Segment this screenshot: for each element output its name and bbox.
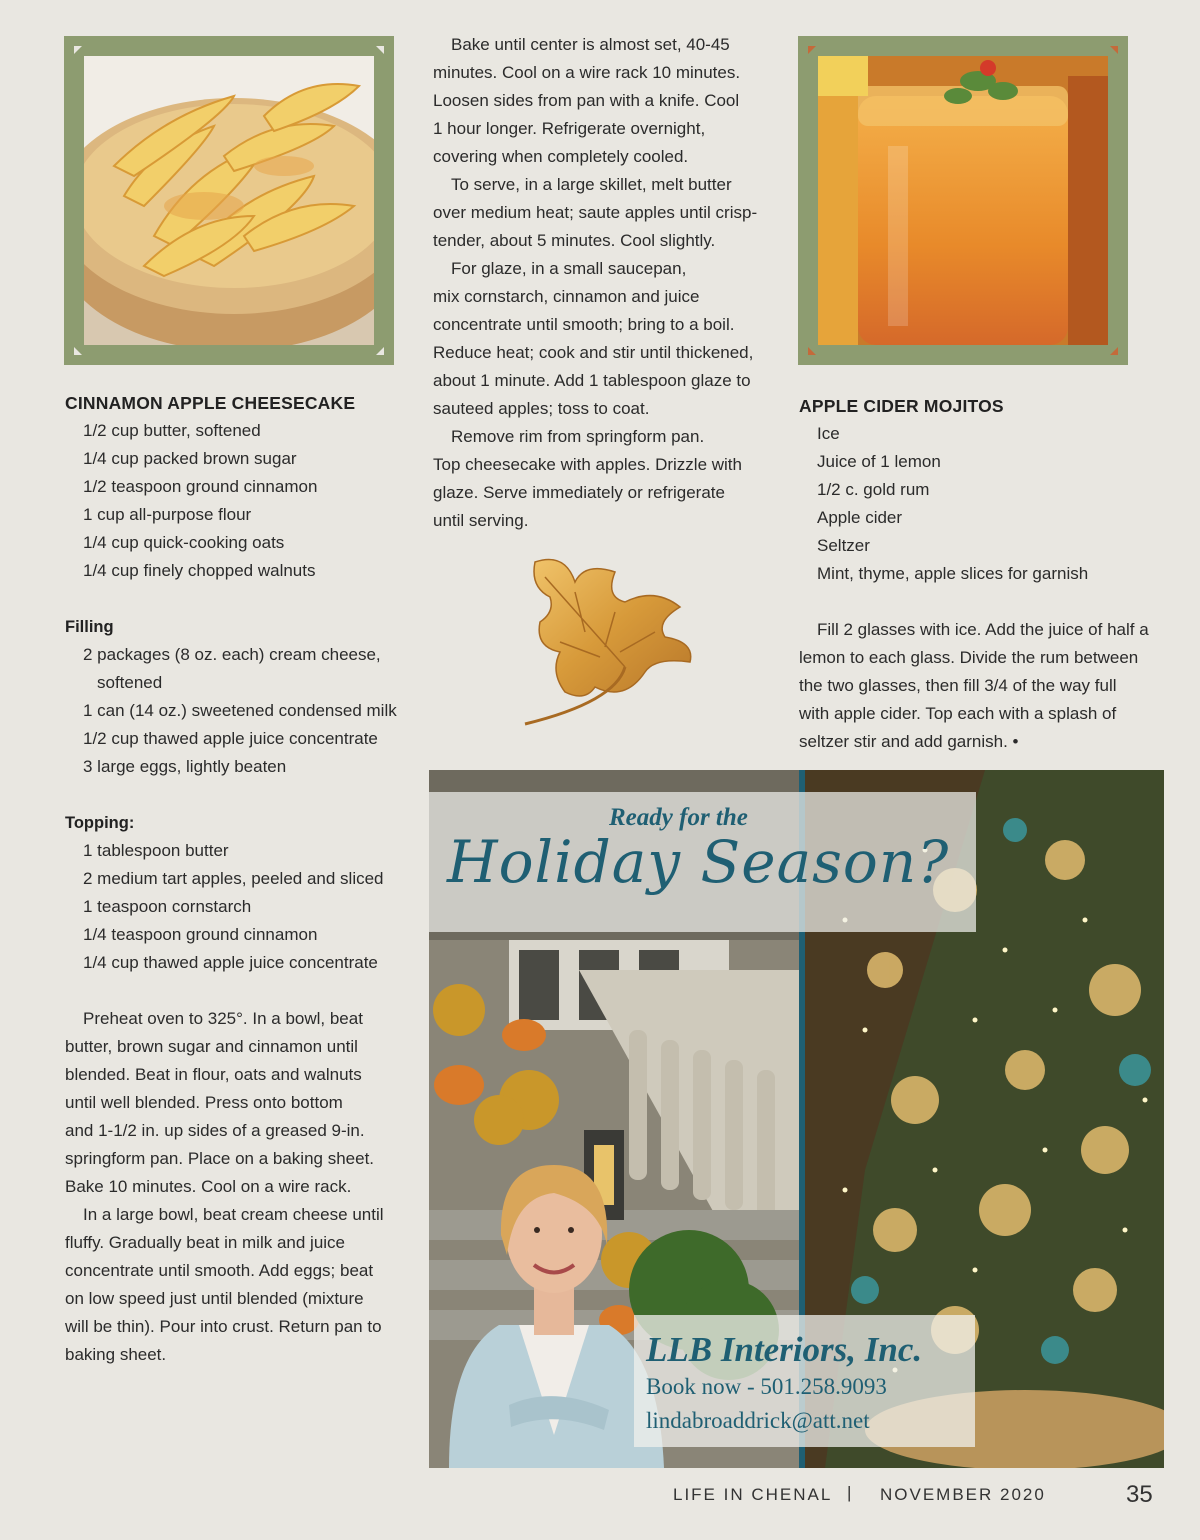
step-line: springform pan. Place on a baking sheet. xyxy=(65,1149,375,1168)
step-line: over medium heat; saute apples until crisp- xyxy=(433,203,758,222)
step-line: fluffy. Gradually beat in milk and juice xyxy=(65,1233,346,1252)
ingredient-item: 1 tablespoon butter xyxy=(83,841,229,860)
step-line: tender, about 5 minutes. Cool slightly. xyxy=(433,231,716,250)
ingredient-item: 1 cup all-purpose flour xyxy=(83,505,252,524)
mojito-title: APPLE CIDER MOJITOS xyxy=(799,396,1004,416)
step-line: blended. Beat in flour, oats and walnuts xyxy=(65,1065,362,1084)
ingredient-item: 1/4 cup finely chopped walnuts xyxy=(83,561,316,580)
step-line: with apple cider. Top each with a splash of xyxy=(799,704,1117,723)
ingredient-item: 1/2 cup thawed apple juice concentrate xyxy=(83,729,378,748)
ingredient-item: 1/2 c. gold rum xyxy=(817,480,930,499)
ingredient-item: 1/4 cup packed brown sugar xyxy=(83,449,297,468)
step-line: Top cheesecake with apples. Drizzle with xyxy=(433,455,742,474)
step-line: the two glasses, then fill 3/4 of the way full xyxy=(799,676,1117,695)
step-line: For glaze, in a small saucepan, xyxy=(451,259,687,278)
cheesecake-step-2 xyxy=(65,1201,405,1369)
step-line: will be thin). Pour into crust. Return pan to xyxy=(65,1317,382,1336)
frame-corner-ornament xyxy=(808,46,816,54)
mojito-photo xyxy=(818,56,1108,345)
ingredient-item: 1/4 cup thawed apple juice concentrate xyxy=(83,953,378,972)
step-line: To serve, in a large skillet, melt butter xyxy=(451,175,732,194)
cheesecake-step-5 xyxy=(433,255,778,423)
crust-ingredient-list xyxy=(65,417,405,585)
cheesecake-middle-column xyxy=(433,31,778,535)
step-line: baking sheet. xyxy=(65,1345,167,1364)
ingredient-item: 1/4 teaspoon ground cinnamon xyxy=(83,925,318,944)
step-line: lemon to each glass. Divide the rum between xyxy=(799,648,1139,667)
contact-email[interactable]: lindabroaddrick@att.net xyxy=(646,1408,870,1433)
ingredient-item: 1 can (14 oz.) sweetened condensed milk xyxy=(83,701,397,720)
step-line: In a large bowl, beat cream cheese until xyxy=(83,1205,384,1224)
step-line: until well blended. Press onto bottom xyxy=(65,1093,343,1112)
ad-headline: Holiday Season? xyxy=(447,828,950,896)
step-line: on low speed just until blended (mixture xyxy=(65,1289,364,1308)
step-line: sauteed apples; toss to coat. xyxy=(433,399,650,418)
page-number: 35 xyxy=(1126,1481,1153,1508)
cheesecake-step-4 xyxy=(433,171,778,255)
ingredient-item: 1 teaspoon cornstarch xyxy=(83,897,252,916)
cheesecake-photo-frame xyxy=(64,36,394,365)
ingredient-item: Mint, thyme, apple slices for garnish xyxy=(817,564,1089,583)
frame-corner-ornament xyxy=(74,46,82,54)
booking-phone[interactable]: Book now - 501.258.9093 xyxy=(646,1374,887,1399)
step-line: until serving. xyxy=(433,511,529,530)
step-line: mix cornstarch, cinnamon and juice xyxy=(433,287,700,306)
ingredient-item: 1/4 cup quick-cooking oats xyxy=(83,533,285,552)
frame-corner-ornament xyxy=(1110,347,1118,355)
autumn-leaf-illustration xyxy=(505,552,705,742)
frame-corner-ornament xyxy=(1110,46,1118,54)
filling-ingredient-list xyxy=(65,641,405,781)
step-line: Preheat oven to 325°. In a bowl, beat xyxy=(83,1009,363,1028)
mojito-photo-frame xyxy=(798,36,1128,365)
filling-heading: Filling xyxy=(65,618,114,636)
step-line: seltzer stir and add garnish. • xyxy=(799,732,1019,751)
ingredient-item-continuation: softened xyxy=(97,673,163,692)
ingredient-item: Apple cider xyxy=(817,508,903,527)
ingredient-item: Ice xyxy=(817,424,840,443)
cheesecake-title: CINNAMON APPLE CHEESECAKE xyxy=(65,393,356,413)
step-line: covering when completely cooled. xyxy=(433,147,689,166)
step-line: 1 hour longer. Refrigerate overnight, xyxy=(433,119,706,138)
ad-tagline: Ready for the xyxy=(609,804,748,831)
footer-separator: | xyxy=(847,1483,854,1502)
cheesecake-step-1 xyxy=(65,1005,405,1201)
topping-ingredient-list xyxy=(65,837,405,977)
step-line: Remove rim from springform pan. xyxy=(451,427,705,446)
step-line: concentrate until smooth; bring to a boil. xyxy=(433,315,735,334)
publication-name: LIFE IN CHENAL xyxy=(673,1485,833,1504)
ingredient-item: 3 large eggs, lightly beaten xyxy=(83,757,287,776)
issue-date: NOVEMBER 2020 xyxy=(880,1485,1046,1504)
step-line: concentrate until smooth. Add eggs; beat xyxy=(65,1261,374,1280)
step-line: Reduce heat; cook and stir until thickened, xyxy=(433,343,754,362)
llb-interiors-advertisement xyxy=(429,770,1164,1468)
ingredient-item: Seltzer xyxy=(817,536,870,555)
step-line: Loosen sides from pan with a knife. Cool xyxy=(433,91,740,110)
frame-corner-ornament xyxy=(376,347,384,355)
mojito-ingredient-list xyxy=(799,420,1159,588)
cheesecake-step-3 xyxy=(433,31,778,171)
mojito-column xyxy=(799,392,1159,756)
cheesecake-step-6 xyxy=(433,423,778,535)
frame-corner-ornament xyxy=(376,46,384,54)
frame-corner-ornament xyxy=(74,347,82,355)
ingredient-item: Juice of 1 lemon xyxy=(817,452,941,471)
company-name: LLB Interiors, Inc. xyxy=(646,1330,923,1369)
mojito-directions xyxy=(799,616,1159,756)
ingredient-item: 2 packages (8 oz. each) cream cheese, xyxy=(83,645,381,664)
ingredient-item: 1/2 cup butter, softened xyxy=(83,421,261,440)
step-line: minutes. Cool on a wire rack 10 minutes. xyxy=(433,63,741,82)
frame-corner-ornament xyxy=(808,347,816,355)
step-line: and 1-1/2 in. up sides of a greased 9-in. xyxy=(65,1121,365,1140)
step-line: Bake 10 minutes. Cool on a wire rack. xyxy=(65,1177,352,1196)
step-line: Bake until center is almost set, 40-45 xyxy=(451,35,730,54)
step-line: butter, brown sugar and cinnamon until xyxy=(65,1037,358,1056)
cheesecake-left-column xyxy=(65,389,405,1369)
step-line: Fill 2 glasses with ice. Add the juice of half a xyxy=(817,620,1149,639)
page-footer xyxy=(0,1481,1200,1511)
ingredient-item: 1/2 teaspoon ground cinnamon xyxy=(83,477,318,496)
topping-heading: Topping: xyxy=(65,814,135,832)
step-line: about 1 minute. Add 1 tablespoon glaze to xyxy=(433,371,751,390)
step-line: glaze. Serve immediately or refrigerate xyxy=(433,483,725,502)
ingredient-item: 2 medium tart apples, peeled and sliced xyxy=(83,869,384,888)
cheesecake-photo xyxy=(84,56,374,345)
